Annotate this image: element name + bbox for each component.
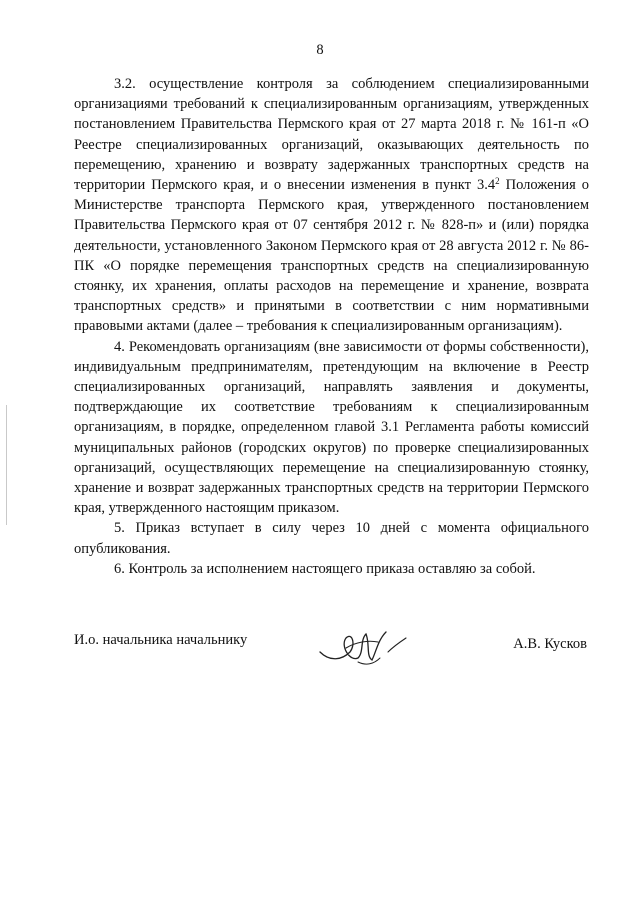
paragraph-text: 6. Контроль за исполнением настоящего приказа оставляю за собой.	[114, 560, 536, 577]
paragraph-5	[74, 518, 589, 558]
paragraph-text: 4. Рекомендовать организациям (вне зависимости от формы собственности), индивидуальным предпринимателям, претендующим на включение в Реестр специализированных организаций, направлять заявления и документы, подтверждающие их соответствие требованиям к специализированным организациям, в порядке, определенном главой 3.1 Регламента работы комиссий муниципальных районов (городских округов) по проверке специализированных организаций, осуществляющих перемещение на специализированную стоянку, хранение и возврат задержанных транспортных средств на территории Пермского края, утвержденного настоящим приказом.	[74, 338, 589, 517]
paragraph-4	[74, 337, 589, 519]
page-number: 8	[316, 42, 324, 58]
signature-block	[74, 622, 589, 682]
signatory-name: А.В. Кусков	[513, 636, 587, 652]
scan-edge-line	[6, 405, 7, 525]
superscript-reference: 2	[495, 176, 500, 187]
paragraph-6	[74, 559, 589, 579]
paragraph-3-2	[74, 74, 589, 337]
signatory-position: И.о. начальника начальнику	[74, 632, 248, 648]
document-body	[74, 74, 589, 579]
paragraph-text: 5. Приказ вступает в силу через 10 дней с момента официального опубликования.	[74, 520, 589, 557]
handwritten-signature	[316, 622, 416, 678]
paragraph-text-continued: Положения о Министерстве транспорта Пермского края, утвержденного постановлением Правительства Пермского края от 07 сентября 2012 г. № 828-п» и (или) порядка деятельности, установленного Законом Пермского края от 28 августа 2012 г. № 86-ПК «О порядке перемещения транспортных средств на специализированную стоянку, их хранения, оплаты расходов на перемещение и хранение, возврата транспортных средств» и принятыми в соответствии с ним нормативными правовыми актами (далее – требования к специализированным организациям).	[74, 177, 590, 335]
paragraph-text: 3.2. осуществление контроля за соблюдением специализированными организациями требований к специализированным организациям, утвержденных постановлением Правительства Пермского края от 27 марта 2018 г. № 161-п «О Реестре специализированных организаций, оказывающих деятельность по перемещению, хранению и возврату задержанных транспортных средств на территории Пермского края, и о внесении изменения в пункт 3.4	[74, 76, 589, 194]
